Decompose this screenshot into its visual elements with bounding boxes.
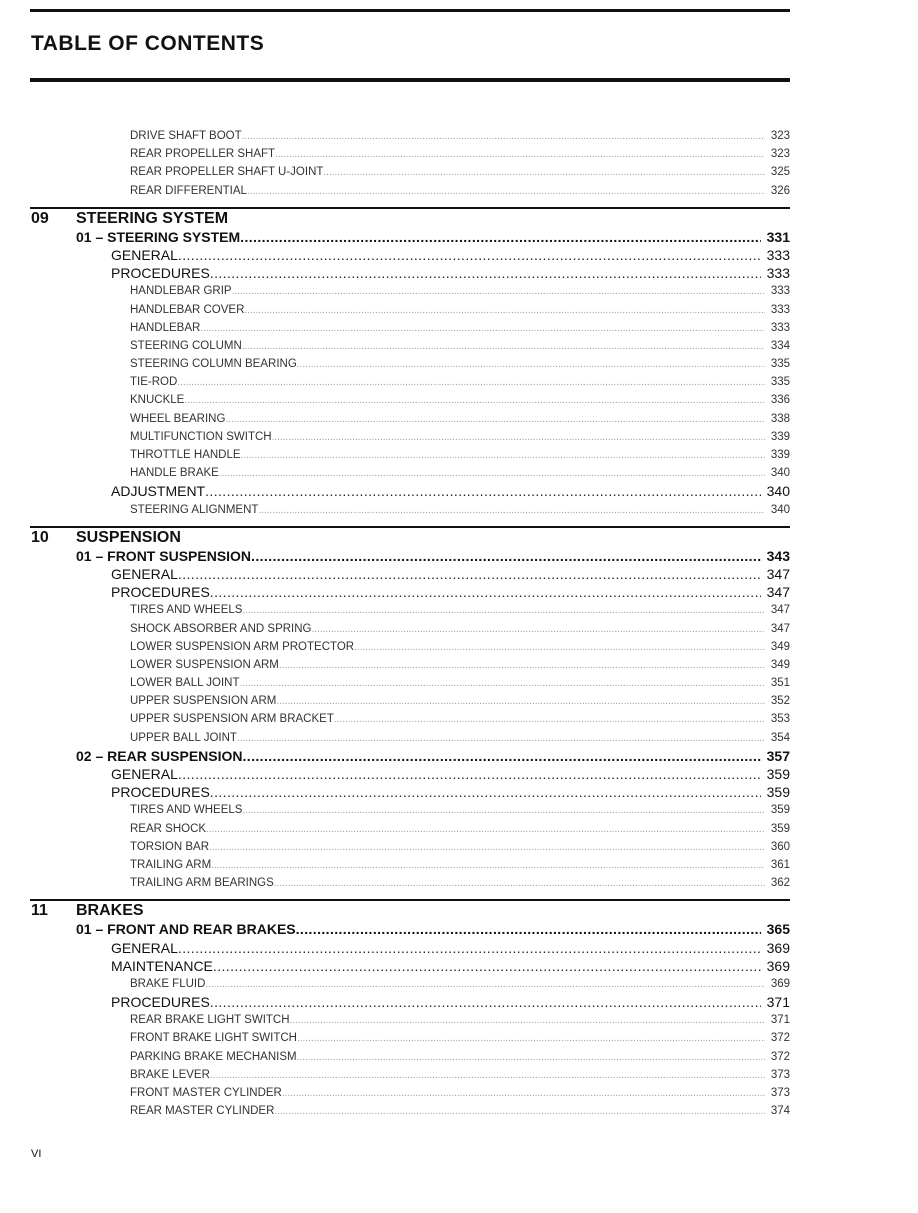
entry-page: 371 bbox=[766, 994, 790, 1011]
entry-label: REAR SHOCK bbox=[130, 822, 207, 835]
dot-leader bbox=[242, 802, 764, 820]
entry-page: 369 bbox=[766, 957, 790, 974]
dot-leader bbox=[206, 821, 765, 839]
dot-leader bbox=[209, 839, 765, 857]
entry-label: MULTIFUNCTION SWITCH bbox=[130, 430, 272, 443]
entry-label: WHEEL BEARING bbox=[130, 412, 226, 425]
entry-page: 369 bbox=[770, 977, 790, 990]
entry-page: 372 bbox=[770, 1050, 790, 1063]
section-header bbox=[0, 526, 918, 547]
topic-entry bbox=[130, 620, 790, 638]
entry-page: 325 bbox=[770, 166, 790, 179]
entry-page: 333 bbox=[770, 321, 790, 334]
dot-leader bbox=[210, 783, 761, 801]
topic-entry bbox=[130, 182, 790, 200]
dot-leader bbox=[244, 302, 764, 320]
entry-label: MAINTENANCE bbox=[111, 957, 213, 974]
entry-page: 338 bbox=[770, 412, 790, 425]
entry-page: 371 bbox=[770, 1014, 790, 1027]
entry-page: 361 bbox=[770, 858, 790, 871]
entry-label: SHOCK ABSORBER AND SPRING bbox=[130, 622, 312, 635]
entry-page: 323 bbox=[770, 148, 790, 161]
entry-label: REAR BRAKE LIGHT SWITCH bbox=[130, 1014, 290, 1027]
entry-page: 335 bbox=[770, 358, 790, 371]
entry-label: 02 – REAR SUSPENSION bbox=[76, 747, 243, 764]
entry-page: 347 bbox=[770, 604, 790, 617]
topic-entry bbox=[130, 446, 790, 464]
entry-page: 365 bbox=[766, 921, 790, 938]
chapter-entry bbox=[76, 920, 790, 938]
dot-leader bbox=[242, 602, 764, 620]
entry-label: GENERAL bbox=[111, 565, 178, 582]
entry-page: 347 bbox=[766, 584, 790, 601]
dot-leader bbox=[178, 565, 761, 583]
topic-entry bbox=[130, 464, 790, 482]
entry-page: 339 bbox=[770, 449, 790, 461]
dot-leader bbox=[258, 502, 764, 520]
topic-entry bbox=[130, 282, 790, 300]
entry-page: 351 bbox=[770, 677, 790, 690]
entry-page: 331 bbox=[766, 228, 790, 245]
entry-page: 359 bbox=[770, 822, 790, 835]
subsection-entry bbox=[111, 783, 790, 801]
entry-page: 347 bbox=[766, 565, 790, 582]
entry-page: 347 bbox=[770, 622, 790, 635]
entry-page: 362 bbox=[770, 877, 790, 890]
dot-leader bbox=[251, 547, 761, 565]
dot-leader bbox=[210, 264, 761, 282]
topic-entry bbox=[130, 1048, 790, 1066]
topic-entry bbox=[130, 1029, 790, 1047]
entry-label: 01 – FRONT SUSPENSION bbox=[76, 547, 252, 564]
page-title: TABLE OF CONTENTS bbox=[31, 32, 265, 55]
entry-label: STEERING COLUMN bbox=[130, 339, 242, 352]
entry-label: FRONT BRAKE LIGHT SWITCH bbox=[130, 1032, 297, 1045]
topic-entry bbox=[130, 838, 790, 856]
topic-entry bbox=[130, 127, 790, 145]
dot-leader bbox=[312, 621, 765, 639]
topic-entry bbox=[130, 975, 790, 993]
entry-label: BRAKE LEVER bbox=[130, 1068, 210, 1081]
chapter-entry bbox=[76, 547, 790, 565]
page-number: VI bbox=[31, 1148, 42, 1160]
entry-page: 373 bbox=[770, 1087, 790, 1099]
entry-label: PARKING BRAKE MECHANISM bbox=[130, 1050, 297, 1063]
topic-entry bbox=[130, 874, 790, 892]
entry-page: 359 bbox=[766, 784, 790, 801]
section-number: 09 bbox=[31, 209, 49, 227]
entry-page: 343 bbox=[766, 547, 790, 564]
entry-label: PROCEDURES bbox=[111, 994, 210, 1011]
entry-page: 323 bbox=[770, 130, 790, 142]
entry-page: 369 bbox=[766, 939, 790, 956]
chapter-entry bbox=[76, 747, 790, 765]
entry-label: HANDLEBAR bbox=[130, 321, 201, 334]
subsection-entry bbox=[111, 993, 790, 1011]
subsection-entry bbox=[111, 939, 790, 957]
entry-label: 01 – STEERING SYSTEM bbox=[76, 228, 241, 245]
entry-label: FRONT MASTER CYLINDER bbox=[130, 1087, 282, 1099]
dot-leader bbox=[297, 1030, 765, 1048]
section-header bbox=[0, 899, 918, 920]
topic-entry bbox=[130, 1102, 790, 1120]
section-title: STEERING SYSTEM bbox=[76, 209, 229, 227]
section-header bbox=[0, 207, 918, 228]
entry-page: 334 bbox=[770, 339, 790, 352]
entry-label: PROCEDURES bbox=[111, 584, 210, 601]
dot-leader bbox=[240, 675, 765, 693]
topic-entry bbox=[130, 1084, 790, 1102]
dot-leader bbox=[177, 374, 765, 392]
dot-leader bbox=[272, 429, 765, 447]
subsection-entry bbox=[111, 583, 790, 601]
entry-label: TIRES AND WHEELS bbox=[130, 804, 243, 817]
entry-label: LOWER SUSPENSION ARM PROTECTOR bbox=[130, 640, 355, 653]
entry-page: 373 bbox=[770, 1068, 790, 1081]
dot-leader bbox=[240, 228, 760, 246]
dot-leader bbox=[275, 146, 765, 164]
dot-leader bbox=[323, 164, 764, 182]
topic-entry bbox=[130, 145, 790, 163]
entry-label: HANDLEBAR GRIP bbox=[130, 285, 232, 298]
entry-label: PROCEDURES bbox=[111, 784, 210, 801]
entry-label: TRAILING ARM bbox=[130, 858, 212, 871]
entry-label: GENERAL bbox=[111, 766, 178, 782]
top-rule bbox=[30, 9, 790, 12]
entry-page: 333 bbox=[770, 303, 790, 316]
entry-page: 354 bbox=[770, 731, 790, 744]
dot-leader bbox=[210, 1067, 765, 1085]
topic-entry bbox=[130, 729, 790, 747]
topic-entry bbox=[130, 638, 790, 656]
entry-page: 374 bbox=[770, 1105, 790, 1118]
entry-page: 340 bbox=[766, 483, 790, 500]
entry-label: STEERING ALIGNMENT bbox=[130, 503, 259, 516]
topic-entry bbox=[130, 410, 790, 428]
dot-leader bbox=[232, 283, 765, 301]
topic-entry bbox=[130, 301, 790, 319]
entry-page: 372 bbox=[770, 1032, 790, 1045]
topic-entry bbox=[130, 501, 790, 519]
entry-label: UPPER SUSPENSION ARM bbox=[130, 695, 277, 708]
entry-page: 360 bbox=[770, 840, 790, 853]
dot-leader bbox=[237, 730, 765, 748]
entry-label: 01 – FRONT AND REAR BRAKES bbox=[76, 921, 296, 938]
dot-leader bbox=[243, 747, 761, 765]
dot-leader bbox=[242, 338, 765, 356]
topic-entry bbox=[130, 856, 790, 874]
subsection-entry bbox=[111, 482, 790, 500]
dot-leader bbox=[247, 183, 765, 201]
dot-leader bbox=[334, 711, 765, 729]
entry-label: TIE-ROD bbox=[130, 376, 178, 389]
entry-label: TIRES AND WHEELS bbox=[130, 604, 243, 617]
dot-leader bbox=[178, 765, 761, 783]
topic-entry bbox=[130, 820, 790, 838]
topic-entry bbox=[130, 801, 790, 819]
entry-label: REAR PROPELLER SHAFT bbox=[130, 148, 276, 161]
entry-page: 349 bbox=[770, 658, 790, 671]
topic-entry bbox=[130, 319, 790, 337]
dot-leader bbox=[210, 993, 761, 1011]
section-number: 11 bbox=[31, 902, 48, 920]
subsection-entry bbox=[111, 765, 790, 783]
entry-label: PROCEDURES bbox=[111, 265, 210, 282]
entry-label: REAR DIFFERENTIAL bbox=[130, 184, 247, 197]
entry-label: UPPER SUSPENSION ARM BRACKET bbox=[130, 713, 334, 726]
entry-label: TORSION BAR bbox=[130, 840, 210, 853]
chapter-entry bbox=[76, 228, 790, 246]
subsection-entry bbox=[111, 957, 790, 975]
dot-leader bbox=[205, 976, 764, 994]
entry-page: 336 bbox=[770, 394, 790, 407]
subsection-entry bbox=[111, 246, 790, 264]
dot-leader bbox=[211, 857, 765, 875]
dot-leader bbox=[282, 1085, 765, 1103]
section-number: 10 bbox=[31, 528, 49, 546]
entry-page: 349 bbox=[770, 640, 790, 653]
dot-leader bbox=[225, 411, 764, 429]
topic-entry bbox=[130, 1011, 790, 1029]
topic-entry bbox=[130, 163, 790, 181]
entry-page: 340 bbox=[770, 503, 790, 516]
dot-leader bbox=[219, 465, 765, 483]
dot-leader bbox=[184, 392, 764, 410]
entry-label: THROTTLE HANDLE bbox=[130, 449, 241, 461]
entry-page: 333 bbox=[766, 265, 790, 282]
entry-page: 333 bbox=[766, 246, 790, 263]
entry-page: 326 bbox=[770, 184, 790, 197]
topic-entry bbox=[130, 601, 790, 619]
topic-entry bbox=[130, 373, 790, 391]
dot-leader bbox=[213, 957, 761, 975]
title-rule bbox=[30, 78, 790, 82]
entry-label: LOWER BALL JOINT bbox=[130, 677, 240, 690]
entry-page: 335 bbox=[770, 376, 790, 389]
entry-page: 359 bbox=[766, 766, 790, 782]
entry-label: REAR MASTER CYLINDER bbox=[130, 1105, 275, 1118]
dot-leader bbox=[296, 920, 761, 938]
dot-leader bbox=[276, 693, 764, 711]
dot-leader bbox=[274, 875, 765, 893]
subsection-entry bbox=[111, 264, 790, 282]
entry-label: BRAKE FLUID bbox=[130, 977, 206, 990]
topic-entry bbox=[130, 1066, 790, 1084]
entry-page: 359 bbox=[770, 804, 790, 817]
entry-page: 353 bbox=[770, 713, 790, 726]
topic-entry bbox=[130, 692, 790, 710]
entry-page: 357 bbox=[766, 747, 790, 764]
entry-label: KNUCKLE bbox=[130, 394, 185, 407]
topic-entry bbox=[130, 337, 790, 355]
dot-leader bbox=[279, 657, 765, 675]
dot-leader bbox=[241, 447, 765, 465]
dot-leader bbox=[297, 356, 765, 374]
dot-leader bbox=[178, 939, 761, 957]
dot-leader bbox=[274, 1103, 764, 1121]
entry-label: GENERAL bbox=[111, 939, 178, 956]
table-of-contents bbox=[0, 127, 918, 1120]
section-title: BRAKES bbox=[76, 902, 144, 920]
entry-label: TRAILING ARM BEARINGS bbox=[130, 877, 274, 890]
section-rule bbox=[30, 899, 790, 901]
entry-label: UPPER BALL JOINT bbox=[130, 731, 237, 744]
dot-leader bbox=[290, 1012, 765, 1030]
dot-leader bbox=[210, 583, 761, 601]
topic-entry bbox=[130, 656, 790, 674]
section-title: SUSPENSION bbox=[76, 528, 181, 546]
entry-label: DRIVE SHAFT BOOT bbox=[130, 130, 242, 142]
entry-label: ADJUSTMENT bbox=[111, 483, 206, 500]
topic-entry bbox=[130, 391, 790, 409]
entry-label: STEERING COLUMN BEARING bbox=[130, 358, 297, 371]
topic-entry bbox=[130, 428, 790, 446]
section-rule bbox=[30, 207, 790, 209]
dot-leader bbox=[297, 1049, 765, 1067]
dot-leader bbox=[242, 128, 765, 146]
entry-label: HANDLE BRAKE bbox=[130, 467, 219, 480]
entry-page: 340 bbox=[770, 467, 790, 480]
section-rule bbox=[30, 526, 790, 528]
topic-entry bbox=[130, 674, 790, 692]
topic-entry bbox=[130, 710, 790, 728]
subsection-entry bbox=[111, 565, 790, 583]
dot-leader bbox=[354, 639, 765, 657]
entry-label: HANDLEBAR COVER bbox=[130, 303, 245, 316]
entry-page: 352 bbox=[770, 695, 790, 708]
entry-page: 339 bbox=[770, 430, 790, 443]
topic-entry bbox=[130, 355, 790, 373]
entry-label: REAR PROPELLER SHAFT U-JOINT bbox=[130, 166, 324, 179]
dot-leader bbox=[205, 482, 761, 500]
dot-leader bbox=[200, 320, 765, 338]
entry-page: 333 bbox=[770, 285, 790, 298]
dot-leader bbox=[178, 246, 761, 264]
entry-label: GENERAL bbox=[111, 246, 178, 263]
entry-label: LOWER SUSPENSION ARM bbox=[130, 658, 279, 671]
